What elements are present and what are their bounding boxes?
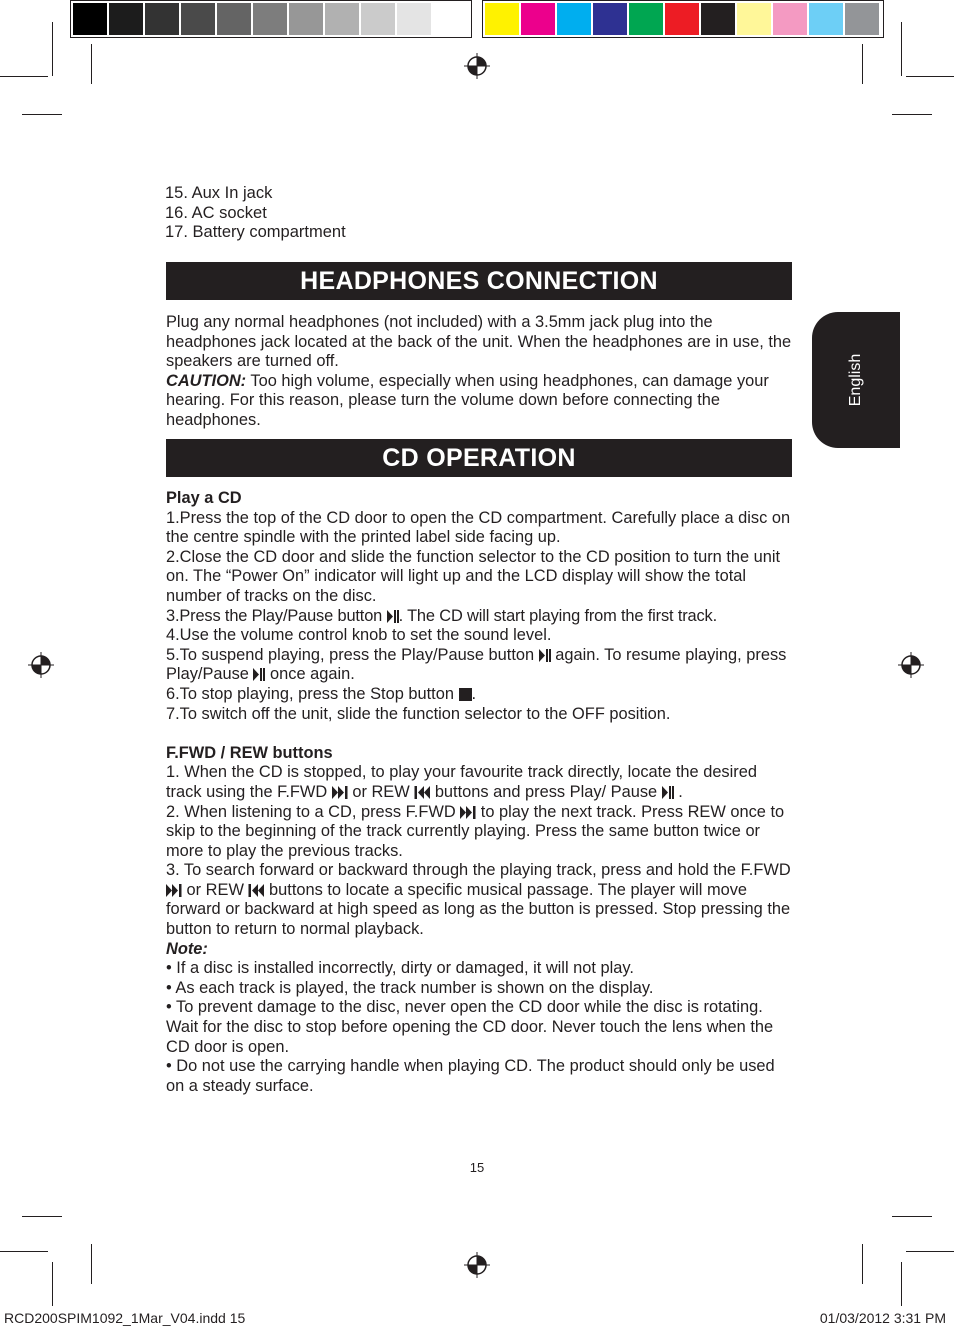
- ffwd-step-3: 3. To search forward or backward through the playing track, press and hold the F.FWD or REW buttons to locate a specific musical passage. The player will move forward or backward at high speed as long as the button is pressed. Stop pressing the button to return to normal playback.: [166, 861, 791, 939]
- parts-list: [165, 184, 346, 243]
- note-item: • To prevent damage to the disc, never open the CD door while the disc is rotating. Wait for the disc to stop before opening the CD door. Never touch the lens when the CD door is open.: [166, 998, 774, 1056]
- color-swatch: [629, 3, 663, 35]
- color-swatch: [701, 3, 735, 35]
- crop-mark: [52, 22, 53, 76]
- ffwd-step-2: 2. When listening to a CD, press F.FWD to play the next track. Press REW once to skip to the beginning of the track currently playing. Press the same button twice or more to play the previous tracks.: [166, 802, 785, 860]
- registration-mark-icon: [898, 652, 924, 678]
- crop-mark: [91, 1244, 92, 1284]
- ffwd-step-1: 1. When the CD is stopped, to play your favourite track directly, locate the desired track using the F.FWD or REW buttons and press Play/ Pause .: [166, 763, 757, 801]
- list-item: 17. Battery compartment: [165, 223, 346, 241]
- step-7: 7.To switch off the unit, slide the function selector to the OFF position.: [166, 704, 671, 723]
- crop-mark: [906, 1251, 954, 1252]
- step-5: 5.To suspend playing, press the Play/Pause button again. To resume playing, press Play/Pause once again.: [166, 645, 787, 684]
- crop-mark: [892, 114, 932, 115]
- color-swatch: [181, 3, 215, 35]
- play-pause-icon: [662, 786, 674, 799]
- crop-mark: [862, 44, 863, 84]
- crop-mark: [52, 1262, 53, 1306]
- color-swatch: [737, 3, 771, 35]
- crop-mark: [862, 1244, 863, 1284]
- headphones-section: [166, 313, 794, 431]
- color-swatch: [289, 3, 323, 35]
- caution-label: CAUTION:: [166, 371, 247, 390]
- color-swatch: [145, 3, 179, 35]
- language-tab: [812, 312, 900, 448]
- footer-filename: RCD200SPIM1092_1Mar_V04.indd 15: [4, 1310, 246, 1326]
- language-tab-label: English: [847, 353, 864, 407]
- color-swatch: [557, 3, 591, 35]
- process-color-bar: [482, 0, 884, 38]
- crop-mark: [901, 22, 902, 76]
- headphones-heading: HEADPHONES CONNECTION: [166, 262, 792, 300]
- caution-paragraph: [166, 372, 794, 431]
- color-swatch: [809, 3, 843, 35]
- step-4: 4.Use the volume control knob to set the sound level.: [166, 626, 552, 645]
- note-item: • As each track is played, the track number is shown on the display.: [166, 978, 654, 997]
- rewind-icon: [414, 786, 430, 799]
- color-swatch: [593, 3, 627, 35]
- registration-mark-icon: [464, 1252, 490, 1278]
- cd-operation-section: [166, 489, 794, 1096]
- caution-text: Too high volume, especially when using headphones, can damage your hearing. For this reason, please turn the volume down before connecting the headphones.: [166, 371, 769, 429]
- note-label: Note:: [166, 939, 208, 958]
- crop-mark: [91, 44, 92, 84]
- play-pause-icon: [387, 610, 399, 623]
- color-swatch: [521, 3, 555, 35]
- color-swatch: [361, 3, 395, 35]
- list-item: 15. Aux In jack: [165, 184, 273, 202]
- cd-operation-heading: CD OPERATION: [166, 439, 792, 477]
- step-6: 6.To stop playing, press the Stop button .: [166, 684, 477, 703]
- page-number: 15: [469, 1160, 485, 1175]
- color-swatch: [217, 3, 251, 35]
- crop-mark: [892, 1216, 932, 1217]
- ffwd-rew-title: F.FWD / REW buttons: [166, 743, 333, 762]
- color-swatch: [773, 3, 807, 35]
- step-2: 2.Close the CD door and slide the function selector to the CD position to turn the unit on. The “Power On” indicator will light up and the LCD display will show the total number of tracks on the disc.: [166, 547, 781, 605]
- headphones-paragraph: Plug any normal headphones (not included) with a 3.5mm jack plug into the headphones jack located at the back of the unit. When the headphones are in use, the speakers are turned off.: [166, 313, 792, 371]
- color-swatch: [253, 3, 287, 35]
- color-swatch: [109, 3, 143, 35]
- crop-mark: [906, 76, 954, 77]
- footer-date: 01/03/2012 3:31 PM: [819, 1310, 946, 1326]
- step-1: 1.Press the top of the CD door to open the CD compartment. Carefully place a disc on the centre spindle with the printed label side facing up.: [166, 508, 791, 547]
- color-swatch: [845, 3, 879, 35]
- crop-mark: [0, 76, 48, 77]
- stop-icon: [459, 688, 472, 701]
- crop-mark: [22, 1216, 62, 1217]
- play-pause-icon: [253, 668, 265, 681]
- color-swatch: [433, 3, 467, 35]
- crop-mark: [22, 114, 62, 115]
- step-3: 3.Press the Play/Pause button . The CD will start playing from the first track.: [166, 606, 717, 625]
- play-a-cd-title: Play a CD: [166, 489, 242, 507]
- color-swatch: [325, 3, 359, 35]
- fast-forward-icon: [166, 884, 182, 897]
- color-swatch: [397, 3, 431, 35]
- registration-mark-icon: [28, 652, 54, 678]
- fast-forward-icon: [332, 786, 348, 799]
- color-swatch: [485, 3, 519, 35]
- grayscale-color-bar: [70, 0, 472, 38]
- color-swatch: [73, 3, 107, 35]
- list-item: 16. AC socket: [165, 203, 267, 222]
- rewind-icon: [248, 884, 264, 897]
- crop-mark: [0, 1251, 48, 1252]
- color-swatch: [665, 3, 699, 35]
- play-pause-icon: [539, 649, 551, 662]
- crop-mark: [901, 1262, 902, 1306]
- note-item: • If a disc is installed incorrectly, dirty or damaged, it will not play.: [166, 959, 634, 978]
- note-item: • Do not use the carrying handle when playing CD. The product should only be used on a steady surface.: [166, 1057, 775, 1095]
- fast-forward-icon: [460, 806, 476, 819]
- registration-mark-icon: [464, 53, 490, 79]
